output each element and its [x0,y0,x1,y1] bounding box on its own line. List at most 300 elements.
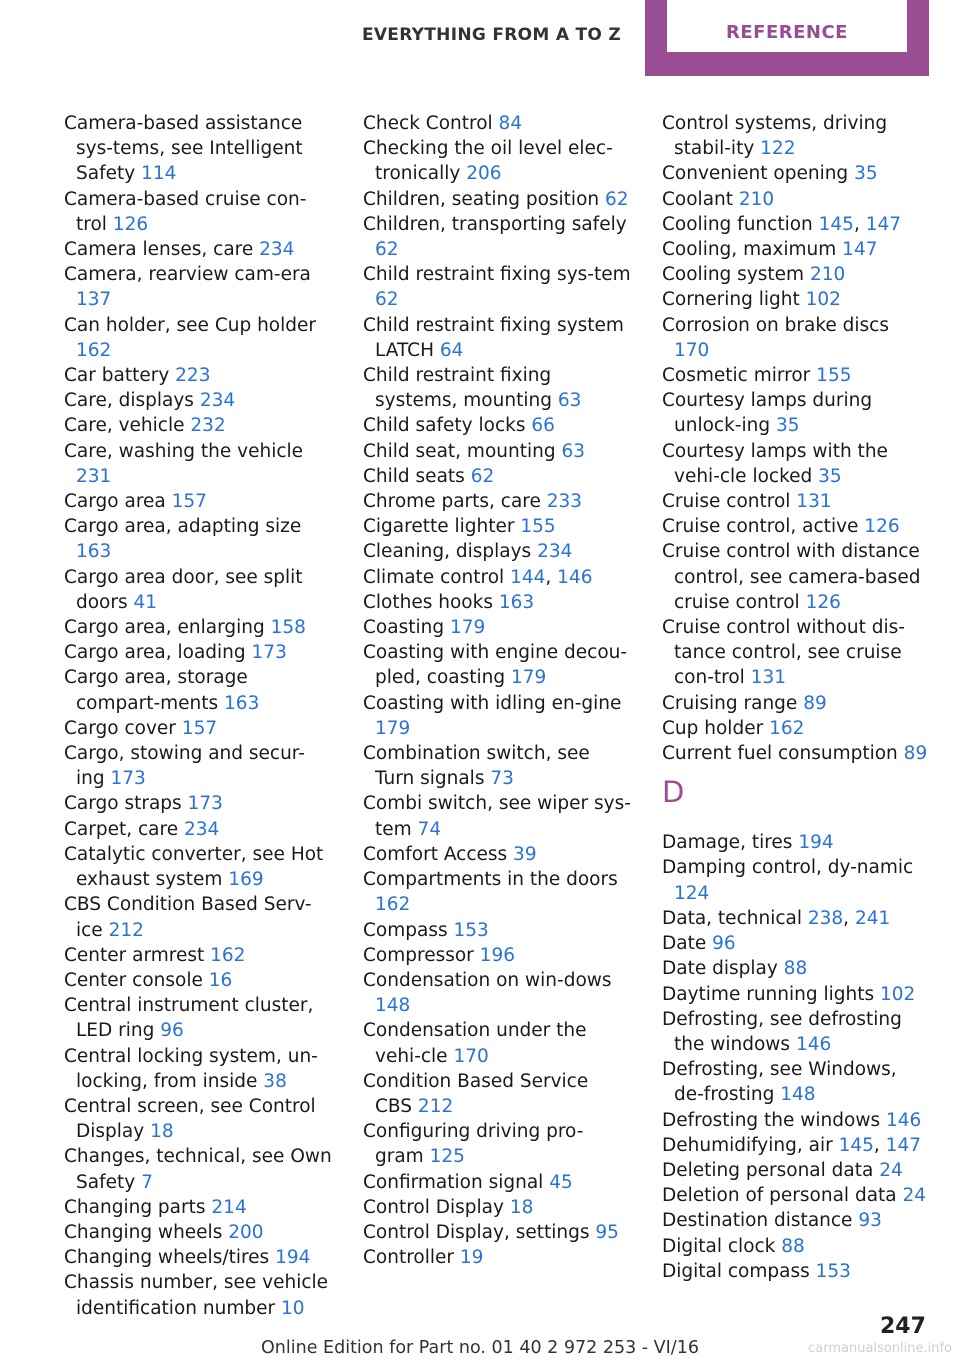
index-entry-term: Child restraint fixing systems, mounting [363,365,558,412]
index-entry-term: Clothes hooks [363,591,499,613]
index-entry [363,1069,631,1119]
index-entry [363,918,631,943]
index-entry [363,968,631,1018]
page-reference-link[interactable]: 62 [375,239,399,261]
index-entry-term: Care, washing the vehicle [64,440,304,462]
page-reference-link[interactable]: 173 [187,793,223,815]
page-reference-link[interactable]: 24 [879,1159,903,1181]
index-entry [662,287,930,312]
index-entry [662,363,930,388]
page-reference-link[interactable]: 234 [537,541,573,563]
index-entry-term: Child safety locks [363,415,532,437]
index-entry [662,1234,930,1259]
page-reference-link[interactable]: 102 [805,289,841,311]
index-entry [363,791,631,841]
page-reference-link[interactable]: 146 [795,1033,832,1055]
page-reference-link[interactable]: 147 [865,213,902,235]
page-reference-link[interactable]: 162 [210,944,246,966]
page-reference-link[interactable]: 126 [864,516,900,538]
index-entry [363,1220,631,1245]
page-reference-link[interactable]: 163 [224,692,260,714]
index-entry [64,187,332,237]
page-reference-link[interactable]: 74 [417,818,442,840]
page-reference-link[interactable]: 10 [280,1297,305,1319]
page-reference-link[interactable]: 157 [171,491,207,513]
page-reference-link[interactable]: 63 [557,390,582,412]
page-reference-link[interactable]: 179 [510,667,547,689]
watermark: carmanualsonline.info [808,1341,952,1356]
page-reference-link[interactable]: 179 [449,617,486,639]
index-entry [363,741,631,791]
index-entry-term: Cruise control without dis-tance control, see cruise con-trol [662,617,905,689]
page-reference-link[interactable]: 35 [818,465,842,487]
index-entry [64,1220,332,1245]
page-reference-link[interactable]: 63 [561,440,585,462]
index-entry-term: Cargo area, enlarging [64,617,271,639]
index-entry-term: Control Display [363,1196,510,1218]
index-entry-term: Cargo cover [64,717,182,739]
index-entry [363,1119,631,1169]
index-entry [64,1044,332,1094]
index-entry [363,539,631,564]
index-entry [363,313,631,363]
index-entry-term: Children, seating position [363,188,605,210]
index-entry [662,956,930,981]
page-reference-link[interactable]: 153 [815,1260,851,1282]
index-entry [662,237,930,262]
index-entry-term: Cooling system [662,264,810,286]
index-entry-term: Destination distance [662,1210,859,1232]
page-reference-link[interactable]: 212 [417,1095,454,1117]
page-reference-link[interactable]: 153 [453,919,489,941]
page-reference-link[interactable]: 234 [183,818,220,840]
index-entry-term: Cargo straps [64,793,188,815]
index-entry [662,1108,930,1133]
index-entry [662,1183,930,1208]
page-reference-link[interactable]: 214 [211,1196,247,1218]
page-reference-link[interactable]: 162 [769,717,805,739]
index-entry-term: Configuring driving pro-gram [363,1121,584,1168]
index-entry [662,187,930,212]
index-entry [363,1018,631,1068]
page-reference-link[interactable]: 62 [375,289,399,311]
index-entry [64,640,332,665]
index-entry-term: Courtesy lamps with the vehi-cle locked [662,440,888,487]
index-entry-term: Changing wheels [64,1221,229,1243]
index-entry-term: Comfort Access [363,843,514,865]
index-entry [662,931,930,956]
page-reference-link[interactable]: 45 [549,1171,573,1193]
index-entry-term: Data, technical [662,907,808,929]
page-reference-link[interactable]: 73 [490,768,514,790]
index-entry-term: Current fuel consumption [662,743,904,765]
index-letter-heading: D [662,775,685,810]
page-reference-link[interactable]: 102 [880,983,916,1005]
index-entry-term: Children, transporting safely [363,213,627,235]
index-entry-term: Compartments in the doors [363,869,618,891]
index-entry [363,691,631,741]
index-entry-term: Condition Based Service CBS [363,1070,589,1117]
page-reference-link[interactable]: 162 [375,894,411,916]
index-entry-term: Cleaning, displays [363,541,538,563]
index-entry-term: Can holder, see Cup holder [64,314,316,336]
page-reference-link[interactable]: 84 [498,113,523,134]
page-reference-link[interactable]: 126 [805,591,841,613]
index-entry-term: Changing parts [64,1196,212,1218]
index-entry-term: Coasting with engine decou-pled, coasting [363,642,628,689]
index-entry [363,212,631,262]
index-entry [363,489,631,514]
index-entry-term: Child restraint fixing system LATCH [363,314,624,361]
index-entry [662,1007,930,1057]
index-column-2 [363,111,631,1270]
index-entry-term: Cruise control with distance control, see camera-based cruise control [662,541,921,613]
index-entry [662,262,930,287]
index-entry-term: Corrosion on brake discs [662,314,889,336]
index-entry-term: Digital compass [662,1260,816,1282]
chapter-tab[interactable] [645,0,929,76]
index-entry [363,867,631,917]
page-reference-link[interactable]: 196 [479,944,515,966]
page-number: 247 [880,1314,926,1339]
index-entry [662,313,930,363]
page-reference-link[interactable]: 24 [902,1185,927,1207]
index-entry [363,1245,631,1270]
running-header [0,0,645,76]
page-reference-link[interactable]: 169 [228,869,264,891]
page-reference-link[interactable]: 200 [228,1221,264,1243]
index-entry [662,1259,930,1284]
page-reference-link[interactable]: 96 [160,1020,184,1042]
page-reference-link[interactable]: 206 [466,163,502,185]
index-entry [64,388,332,413]
page-reference-link[interactable]: 35 [854,163,878,185]
index-entry-term: Cruise control, active [662,516,865,538]
page-reference-link[interactable]: 155 [816,365,852,387]
index-entry [64,565,332,615]
index-entry [64,1245,332,1270]
index-entry [64,791,332,816]
index-entry [363,187,631,212]
index-entry [662,855,930,905]
page-reference-link[interactable]: 145 [838,1134,874,1156]
index-entry [662,691,930,716]
page-reference-link[interactable]: 144 [510,566,546,588]
index-entry [662,1208,930,1233]
index-entry-term: Combi switch, see wiper sys-tem [363,793,631,840]
index-entry-term: Central locking system, un-locking, from inside [64,1045,318,1092]
index-entry-term: Child seat, mounting [363,440,562,462]
page-reference-link[interactable]: 231 [76,465,112,487]
index-entry [363,615,631,640]
index-entry [662,716,930,741]
page-reference-link[interactable]: 146 [886,1109,922,1131]
page-reference-link[interactable]: 35 [775,415,800,437]
page-reference-link[interactable]: 39 [513,843,537,865]
page-reference-link[interactable]: 122 [760,138,796,160]
index-entry-term: Confirmation signal [363,1171,550,1193]
index-entry-term: Cargo area, adapting size [64,516,302,538]
page-reference-link[interactable]: 223 [175,365,211,387]
index-entry [363,136,631,186]
index-entry [64,237,332,262]
index-entry [662,439,930,489]
index-column-3 [662,111,930,1284]
index-column-1 [64,111,332,1321]
page-reference-link[interactable]: 62 [470,465,495,487]
page-reference-link[interactable]: 19 [459,1247,484,1269]
index-entry-term: Combination switch, see Turn signals [363,743,590,790]
index-entry [363,413,631,438]
page-reference-link[interactable]: 126 [112,213,149,235]
index-entry-term: Cargo area, loading [64,642,252,664]
index-entry-term: Damage, tires [662,832,799,854]
index-entry-term: Condensation under the vehi-cle [363,1020,587,1067]
page-reference-link[interactable]: 232 [190,415,226,437]
page-reference-link[interactable]: 38 [263,1070,287,1092]
index-entry-term: Compass [363,919,454,941]
page-reference-link[interactable]: 131 [796,491,832,513]
index-entry-term: Chrome parts, care [363,491,547,513]
index-entry-term: Camera lenses, care [64,239,260,261]
index-entry: Cooling function 145, 147 [662,213,902,235]
index-entry-term: Cruise control [662,491,797,513]
index-entry [662,111,930,161]
index-entry-term: Central instrument cluster, LED ring [64,995,314,1042]
page-reference-link[interactable]: 114 [141,163,177,185]
page-reference-link[interactable]: 147 [842,239,878,261]
index-entry [64,716,332,741]
index-entry [64,489,332,514]
index-entry-term: Child seats [363,465,471,487]
page-reference-link[interactable]: 146 [557,566,593,588]
index-entry [363,1170,631,1195]
index-entry-term: Carpet, care [64,818,184,840]
index-entry [363,111,631,136]
index-entry-term: Coasting with idling en-gine [363,692,622,714]
page-reference-link[interactable]: 124 [674,882,710,904]
index-entry [64,842,332,892]
index-entry-term: Coolant [662,188,739,210]
page-reference-link[interactable]: 163 [498,591,535,613]
index-entry-term: Care, vehicle [64,415,191,437]
index-entry-term: Dehumidifying, air [662,1134,839,1156]
index-entry-term: Camera-based cruise con-trol [64,188,307,235]
page-reference-link[interactable]: 64 [439,339,464,361]
index-entry-term: Changes, technical, see Own Safety [64,1146,332,1193]
page-reference-link[interactable]: 131 [750,667,786,689]
page-reference-link[interactable]: 163 [76,541,112,563]
index-entry [363,439,631,464]
index-entry-term: Cup holder [662,717,770,739]
index-entry [363,640,631,690]
index-entry [662,615,930,691]
index-entry-term: Car battery [64,365,176,387]
page-reference-link[interactable]: 89 [803,692,827,714]
index-entry [64,943,332,968]
index-entry-term: Control Display, settings [363,1221,596,1243]
index-entry [64,665,332,715]
page-reference-link[interactable]: 148 [375,995,411,1017]
index-entry-term: Digital clock [662,1235,782,1257]
index-entry-term: Cigarette lighter [363,516,521,538]
page-reference-link[interactable]: 238 [807,907,844,929]
page-reference-link[interactable]: 212 [108,919,144,941]
page-reference-link[interactable]: 137 [76,289,112,311]
index-entry [64,1195,332,1220]
index-entry [64,741,332,791]
index-entry [363,943,631,968]
index-entry-term: Cruising range [662,692,804,714]
page-reference-link[interactable]: 233 [546,491,583,513]
index-entry [64,1144,332,1194]
page-reference-link[interactable]: 179 [375,717,411,739]
index-entry [662,982,930,1007]
index-entry [64,615,332,640]
index-entry-term: Compressor [363,944,480,966]
index-entry-term: Central screen, see Control Display [64,1095,316,1143]
index-entry [64,262,332,312]
page-reference-link[interactable]: 173 [251,642,287,664]
page-reference-link[interactable]: 88 [783,958,808,980]
index-entry: Data, technical 238, 241 [662,907,891,929]
index-entry-term: Control systems, driving stabil-ity [662,113,888,160]
index-entry [64,968,332,993]
page-reference-link[interactable]: 145 [818,213,854,235]
index-entry [64,1094,332,1144]
index-entry [662,830,930,855]
index-entry [662,489,930,514]
page-reference-link[interactable]: 234 [199,390,236,412]
index-entry-term: Date display [662,958,784,980]
chapter-tab-label: REFERENCE [726,22,848,43]
index-entry [363,262,631,312]
index-entry-term: Cargo area, storage compart-ments [64,667,248,714]
section-title: EVERYTHING FROM A TO Z [361,25,621,45]
index-entry-term: Date [662,933,713,955]
index-entry [662,539,930,615]
index-entry [64,817,332,842]
page-reference-link[interactable]: 95 [595,1221,619,1243]
index-entry-term: Defrosting the windows [662,1109,886,1131]
index-entry-term: CBS Condition Based Serv-ice [64,894,312,941]
index-entry [363,590,631,615]
index-entry-term: Changing wheels/tires [64,1247,276,1269]
index-entry [363,464,631,489]
page-reference-link[interactable]: 158 [270,617,306,639]
index-entry [64,1270,332,1320]
index-entry [64,892,332,942]
index-entry [64,313,332,363]
page-reference-link[interactable]: 234 [259,239,295,261]
page-reference-link[interactable]: 88 [781,1235,805,1257]
index-entry [64,363,332,388]
index-entry [64,439,332,489]
index-entry-term: Deletion of personal data [662,1185,903,1207]
index-entry-term: Chassis number, see vehicle identification number [64,1272,329,1319]
index-entry-term: Deleting personal data [662,1159,880,1181]
index-entry [662,1158,930,1183]
page-reference-link[interactable]: 157 [181,717,218,739]
index-entry [662,388,930,438]
page-reference-link[interactable]: 194 [275,1247,311,1269]
page-reference-link[interactable]: 210 [809,264,846,286]
index-entry-term: Condensation on win-dows [363,969,612,991]
page-reference-link[interactable]: 93 [858,1210,882,1232]
index-entry-term: Cooling, maximum [662,239,843,261]
index-entry-term: Defrosting, see defrosting the windows [662,1008,902,1055]
index-entry-term: Checking the oil level elec-tronically [363,138,613,185]
index-entry-term: Cargo, stowing and secur-ing [64,743,305,790]
index-entry-term: Cooling function [662,213,819,235]
page-reference-link[interactable]: 162 [76,339,112,361]
page-reference-link[interactable]: 170 [453,1045,489,1067]
index-entry-term: Climate control [363,566,511,588]
index-entry [64,514,332,564]
index-entry [363,514,631,539]
index-entry [662,1057,930,1107]
page-reference-link[interactable]: 241 [854,907,891,929]
index-entry [64,993,332,1043]
page-reference-link[interactable]: 18 [150,1121,174,1143]
index-entry-term: Daytime running lights [662,983,880,1005]
index-entry-term: Courtesy lamps during unlock-ing [662,390,873,437]
index-entry-term: Camera-based assistance sys-tems, see Intelligent Safety [64,113,303,185]
index-entry-term: Child restraint fixing sys-tem [363,264,631,286]
index-entry-term: Check Control [363,113,499,134]
index-entry-term: Convenient opening [662,163,855,185]
index-entry [363,363,631,413]
page-reference-link[interactable]: 18 [509,1196,534,1218]
index-entry-term: Cornering light [662,289,806,311]
index-entry-term: Catalytic converter, see Hot exhaust system [64,843,324,891]
page-reference-link[interactable]: 96 [712,933,736,955]
page-reference-link[interactable]: 148 [780,1084,816,1106]
page-reference-link[interactable]: 170 [674,339,710,361]
index-entry [64,413,332,438]
page-reference-link[interactable]: 173 [110,768,146,790]
page-reference-link[interactable]: 210 [738,188,775,210]
page-reference-link[interactable]: 125 [429,1146,465,1168]
index-entry-term: Center console [64,969,209,991]
page-reference-link[interactable]: 147 [885,1134,921,1156]
index-entry: Dehumidifying, air 145, 147 [662,1134,921,1156]
index-entry [662,741,930,766]
index-entry-term: Defrosting, see Windows, de-frosting [662,1059,897,1106]
index-entry [662,161,930,186]
page-reference-link[interactable]: 155 [520,516,556,538]
index-entry [363,842,631,867]
index-entry-term: Center armrest [64,944,211,966]
index-entry-term: Camera, rearview cam-era [64,264,311,286]
index-entry-term: Cargo area [64,491,172,513]
page-reference-link[interactable]: 89 [903,743,928,765]
index-entry-term: Cosmetic mirror [662,365,817,387]
page-reference-link[interactable]: 66 [531,415,555,437]
page-reference-link[interactable]: 62 [605,188,629,210]
index-entry-term: Damping control, dy-namic [662,857,914,879]
page-reference-link[interactable]: 41 [133,591,158,613]
index-entry [363,1195,631,1220]
page-reference-link[interactable]: 7 [141,1171,153,1193]
index-entry-term: Controller [363,1247,460,1269]
page-reference-link[interactable]: 194 [798,832,834,854]
index-entry-term: Coasting [363,617,450,639]
index-entry-term: Care, displays [64,390,200,412]
page-reference-link[interactable]: 16 [208,969,233,991]
index-entry [662,514,930,539]
index-entry-term: Cargo area door, see split doors [64,566,303,613]
